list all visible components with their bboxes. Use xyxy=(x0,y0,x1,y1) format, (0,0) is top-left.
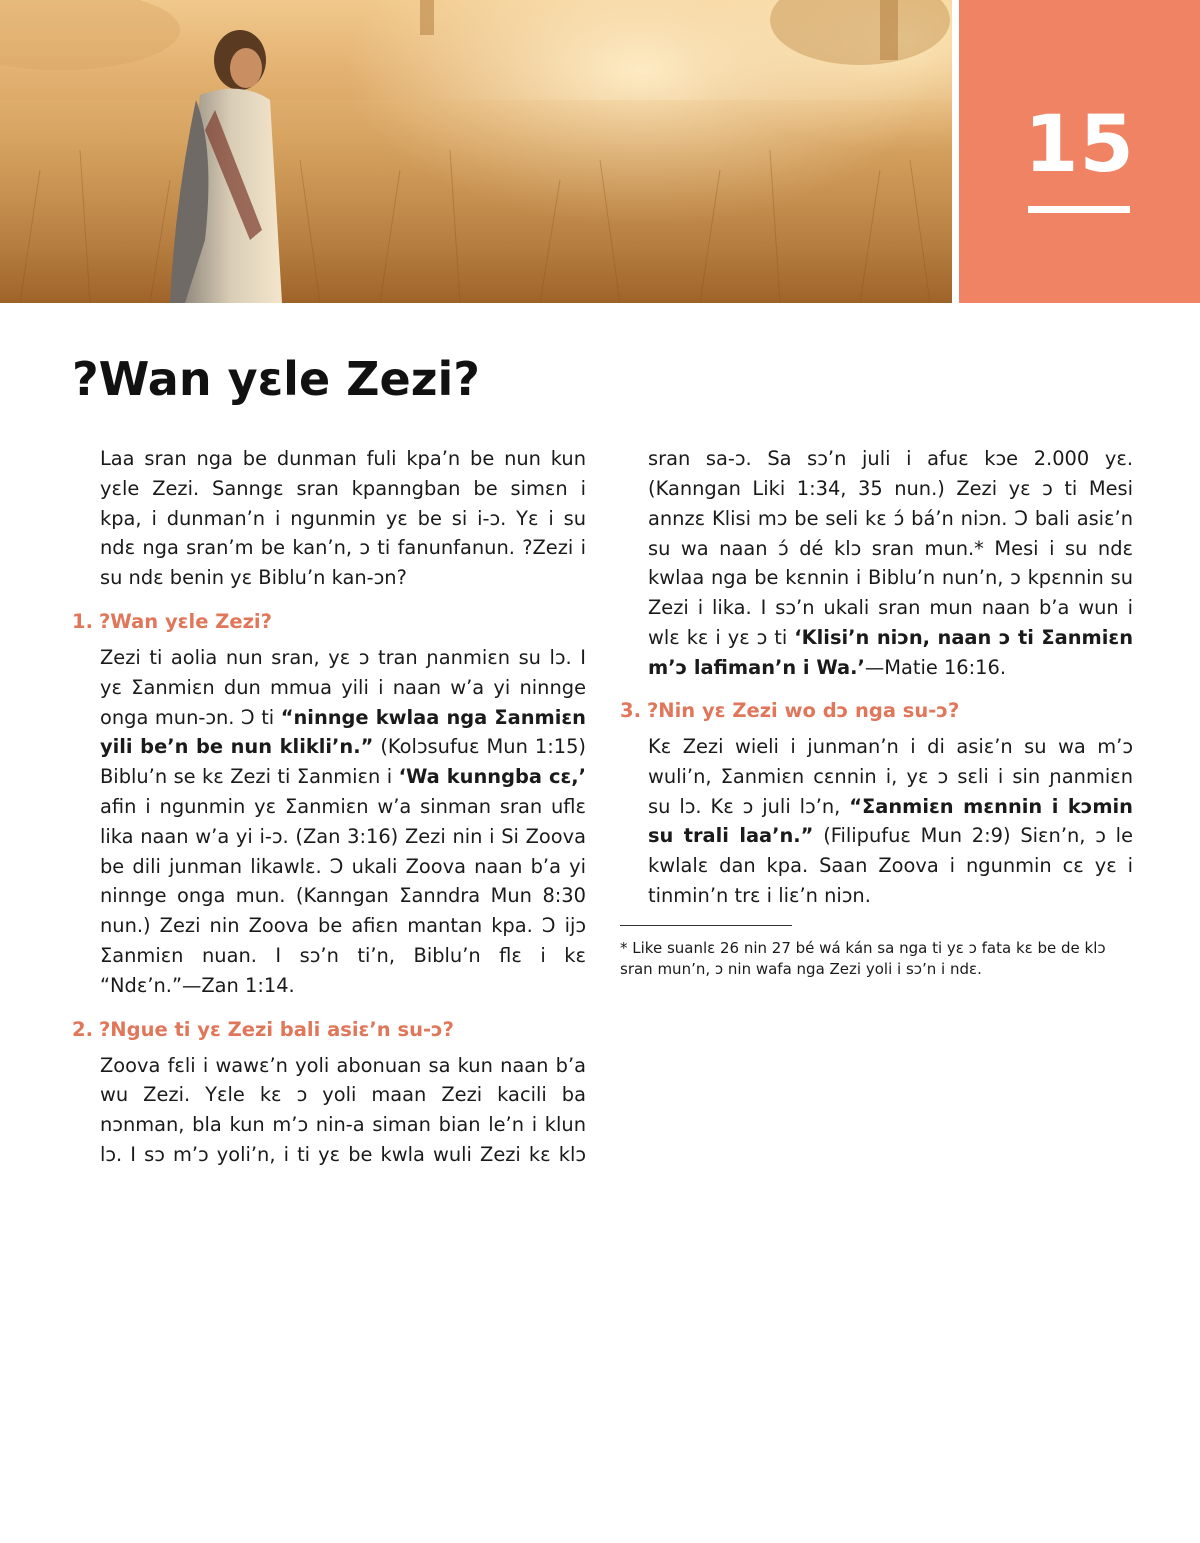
answer-3-text-a: Kɛ Zezi wieli i junman’n i di asiɛ’n su wa m’ɔ wuli’n, Ʃanmiɛn cɛnnin i, yɛ ɔ sɛli i sin ɲanmiɛn su lɔ. Kɛ ɔ juli lɔ’n, xyxy=(648,735,1133,818)
answer-1-text-a: Zezi ti aolia nun sran, yɛ ɔ tran ɲanmiɛn su lɔ. I yɛ Ʃanmiɛn dun mmua yili i naan w’a yi ninnge onga mun-ɔn. Ɔ ti xyxy=(100,645,586,729)
footnote: * Like suanlɛ 26 nin 27 bé wá kán sa nga ti yɛ ɔ fata kɛ be de klɔ sran mun’n, ɔ nin wafa nga Zezi yoli i sɔ’n i ndɛ. xyxy=(620,938,1106,978)
page-title: ?Wan yɛle Zezi? xyxy=(72,352,480,406)
question-2-number: 2. xyxy=(72,1017,93,1041)
question-2-text: ?Ngue ti yɛ Zezi bali asiɛ’n su-ɔ? xyxy=(98,1017,454,1041)
answer-2-paragraph xyxy=(72,1051,586,1170)
answer-2-continued-flow xyxy=(648,444,1133,682)
question-1 xyxy=(72,609,586,635)
field-illustration xyxy=(0,0,952,303)
answer-1-paragraph xyxy=(72,643,586,1001)
chapter-underline xyxy=(1028,206,1130,213)
chapter-number: 15 xyxy=(1024,100,1135,190)
answer-2-text-a: Zoova fɛli i wawɛ’n yoli abonuan sa kun naan b’a wu Zezi. Yɛle kɛ ɔ yoli maan Zezi kacili ba nɔnman, bla kun m’ɔ nin-a siman bian le’n i klun lɔ. I sɔ m’ɔ yoli’n, i ti yɛ be kwla wuli Zezi kɛ klɔ xyxy=(100,1053,586,1166)
walking-figure xyxy=(170,30,282,303)
footnote-divider xyxy=(620,925,792,926)
question-1-number: 1. xyxy=(72,609,93,633)
right-column xyxy=(620,444,1133,980)
question-3-text: ?Nin yɛ Zezi wo dɔ nga su-ɔ? xyxy=(646,699,960,722)
answer-3-paragraph xyxy=(620,732,1133,911)
intro-paragraph: Laa sran nga be dunman fuli kpa’n be nun kun yɛle Zezi. Sanngɛ sran kpanngban be simɛn i kpa, i dunman’n i ngunmin yɛ be si i-ɔ. Yɛ i su ndɛ nga sran’m be kan’n, ɔ ti fanunfanun. ?Zezi i su ndɛ benin yɛ Biblu’n kan-ɔn? xyxy=(100,447,586,590)
answer-1-text-c: afin i ngunmin yɛ Ʃanmiɛn w’a sinman sran uflɛ lika naan w’a yi i-ɔ. (Zan 3:16) Zezi nin i Si Zoova be dili junman likawlɛ. Ɔ ukali Zoova naan b’a yi ninnge onga mun. (Kanngan Ʃanndra Mun 8:30 nun.) Zezi nin Zoova be afiɛn mantan kpa. Ɔ ijɔ Ʃanmiɛn nuan. I sɔ’n ti’n, Biblu’n flɛ i kɛ “Ndɛ’n.”—Zan 1:14. xyxy=(100,794,586,997)
answer-2-bold-a-cont: ‘Klisi’n niɔn, naan ɔ ti Ʃanmiɛn m’ɔ lafiman’n i Wa.’ xyxy=(648,625,1133,679)
question-1-text: ?Wan yɛle Zezi? xyxy=(98,609,272,633)
question-3-number: 3. xyxy=(620,699,641,722)
answer-1-text-b: (Kolɔsufuɛ Mun 1:15) Biblu’n se kɛ Zezi ti Ʃanmiɛn i xyxy=(100,735,586,789)
answer-3-bold-a: “Ʃanmiɛn mɛnnin i kɔmin su trali laa’n.” xyxy=(648,794,1133,848)
answer-1-bold-a: “ninnge kwlaa nga Ʃanmiɛn yili be’n be nun klikli’n.” xyxy=(100,705,586,759)
header-photo xyxy=(0,0,952,303)
answer-2-text-a-cont: sran sa-ɔ. Sa sɔ’n juli i afuɛ kɔe 2.000 yɛ. (Kanngan Liki 1:34, 35 nun.) Zezi yɛ ɔ ti Mesi annzɛ Klisi mɔ be seli kɛ ɔ́ bá’n niɔn. Ɔ bali asiɛ’n su wa naan ɔ́ dé klɔ sran mun.* Mesi i su ndɛ kwlaa nga be kɛnnin i Biblu’n nun’n, ɔ kpɛnnin su Zezi i lika. I sɔ’n ukali sran mun naan b’a wun i wlɛ kɛ i yɛ ɔ ti xyxy=(648,447,1133,649)
left-column xyxy=(72,444,586,1170)
question-2 xyxy=(72,1017,586,1043)
chapter-number-box xyxy=(959,0,1200,303)
question-3 xyxy=(620,698,1133,724)
answer-1-bold-b: ‘Wa kunngba cɛ,’ xyxy=(398,765,586,789)
answer-2-continued xyxy=(620,444,1133,682)
answer-3-text-b: (Filipufuɛ Mun 2:9) Siɛn’n, ɔ le kwlalɛ dan kpa. Saan Zoova i ngunmin cɛ yɛ i tinmin’n trɛ i liɛ’n niɔn. xyxy=(648,824,1133,907)
answer-2-text-b-cont: —Matie 16:16. xyxy=(864,655,1006,679)
